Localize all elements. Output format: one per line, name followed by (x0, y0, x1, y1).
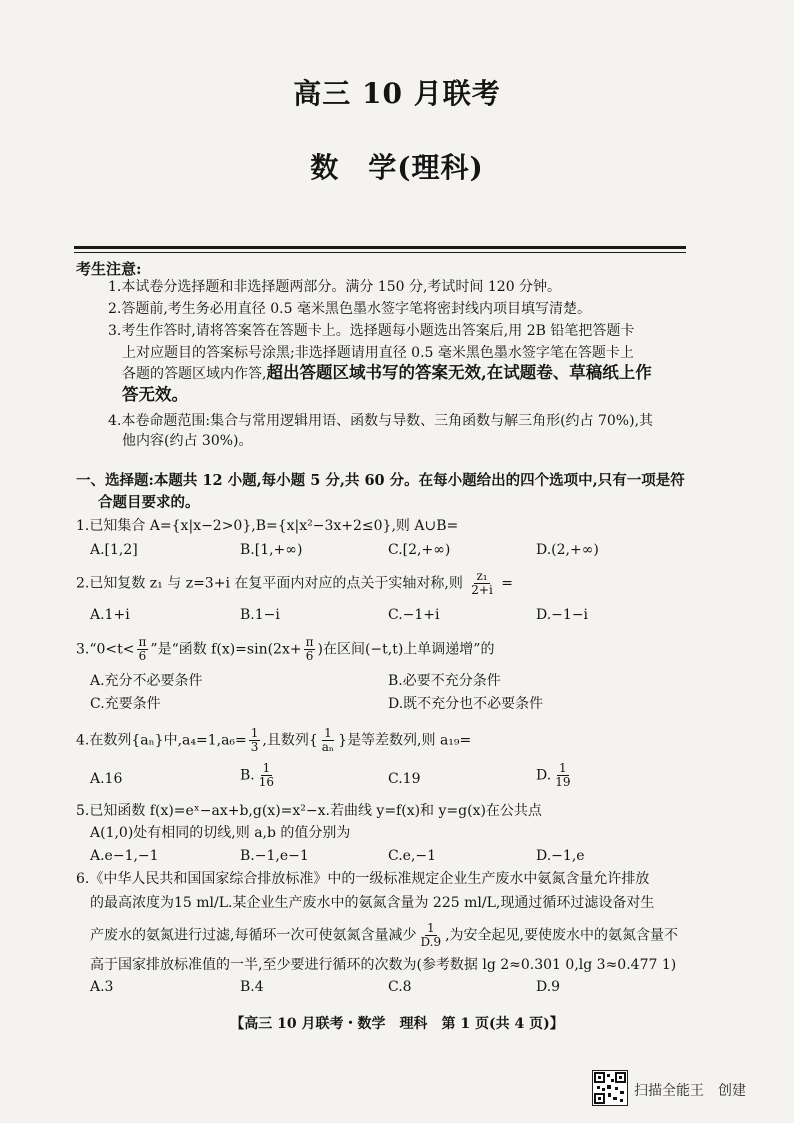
q6-option-a: A.3 (90, 979, 114, 995)
q1-stem: 1.已知集合 A={x|x−2>0},B={x|x²−3x+2≤0},则 A∪B= (76, 518, 459, 534)
section-heading: 一、选择题:本题共 12 小题,每小题 5 分,共 60 分。在每小题给出的四个选项中,只有一项是符 (76, 472, 685, 489)
page-footer: 【高三 10 月联考・数学 理科 第 1 页(共 4 页)】 (230, 1016, 564, 1032)
q6-stem-4: 高于国家排放标准值的一半,至少要进行循环的次数为(参考数据 lg 2≈0.301 0,lg 3≈0.477 1) (90, 957, 677, 973)
q6-stem-3 (90, 922, 678, 949)
q6-stem-2: 的最高浓度为15 ml/L.某企业生产废水中的氨氮含量为 225 ml/L,现通过循环过滤设备对生 (90, 895, 655, 911)
q3-frac-1-den: 6 (138, 649, 147, 663)
q5-stem-cont: A(1,0)处有相同的切线,则 a,b 的值分别为 (90, 825, 351, 841)
q4-frac-2 (320, 727, 336, 754)
q2-option-a: A.1+i (90, 607, 130, 623)
subject-title: 数 学(理科) (310, 151, 484, 184)
notice-item-1: 1.本试卷分选择题和非选择题两部分。满分 150 分,考试时间 120 分钟。 (108, 279, 562, 295)
q4-option-d-label: D. (536, 767, 552, 784)
q2-frac-den: 2+i (471, 583, 493, 597)
notice-item-3-cont: 上对应题目的答案标号涂黑;非选择题请用直径 0.5 毫米黑色墨水签字笔在答题卡上 (122, 345, 634, 361)
q3-text-2: ”是“函数 f(x)=sin (150, 641, 268, 658)
q5-option-b: B.−1,e−1 (240, 848, 309, 864)
q4-frac-2-num: 1 (324, 726, 332, 740)
q3-stem (76, 636, 494, 663)
q4-option-d-den: 19 (555, 775, 571, 789)
q3-option-a: A.充分不必要条件 (90, 673, 203, 689)
q4-frac-1-num: 1 (250, 726, 259, 740)
q2-stem-end: = (501, 575, 513, 592)
q4-option-b-label: B. (240, 767, 255, 784)
notice-emphasis-end: 答无效。 (122, 385, 188, 404)
q1-option-c: C.[2,+∞) (388, 542, 451, 558)
q5-option-a: A.e−1,−1 (90, 848, 159, 864)
notice-item-2: 2.答题前,考生务必用直径 0.5 毫米黑色墨水签字笔将密封线内项目填写清楚。 (108, 301, 591, 317)
q3-option-d: D.既不充分也不必要条件 (388, 696, 544, 712)
notice-text: 各题的答题区域内作答, (122, 366, 267, 382)
exam-title: 高三 10 月联考 (293, 77, 501, 110)
q3-text-1: 3.“0<t< (76, 641, 135, 658)
q3-text-4: )在区间(−t,t)上单调递增”的 (317, 641, 495, 658)
notice-heading: 考生注意: (76, 260, 142, 278)
q3-option-b: B.必要不充分条件 (388, 673, 501, 689)
q3-frac-2-num: π (305, 635, 314, 649)
q4-text-2: ,且数列 (262, 732, 309, 749)
q6-text-post: ,为安全起见,要使废水中的氨氮含量不 (445, 927, 679, 944)
q4-option-b-num: 1 (262, 761, 271, 775)
q4-option-b-frac (257, 762, 276, 789)
q3-text-3: (2x+ (267, 641, 302, 658)
divider-thin (74, 252, 686, 253)
q1-option-d: D.(2,+∞) (536, 542, 599, 558)
q1-option-a: A.[1,2] (90, 542, 138, 558)
q6-frac-num: 1 (426, 921, 435, 935)
q2-stem-text: 2.已知复数 z₁ 与 z=3+i 在复平面内对应的点关于实轴对称,则 (76, 575, 463, 592)
q4-frac-2-den: aₙ (321, 740, 335, 754)
notice-emphasis: 超出答题区域书写的答案无效,在试题卷、草稿纸上作 (266, 363, 652, 382)
q3-frac-1-num: π (138, 635, 147, 649)
q5-stem: 5.已知函数 f(x)=eˣ−ax+b,g(x)=x²−x.若曲线 y=f(x)和 y=g(x)在公共点 (76, 803, 542, 819)
q2-option-c: C.−1+i (388, 607, 440, 623)
notice-item-3: 3.考生作答时,请将答案答在答题卡上。选择题每小题选出答案后,用 2B 铅笔把答题卡 (108, 323, 635, 339)
q4-option-d-frac (553, 762, 572, 789)
q2-fraction (469, 570, 495, 597)
divider-thick (74, 246, 686, 249)
q3-frac-1 (137, 636, 149, 663)
q4-frac-1-den: 3 (250, 740, 259, 754)
q4-option-c: C.19 (388, 771, 421, 787)
q6-option-c: C.8 (388, 979, 412, 995)
q5-option-d: D.−1,e (536, 848, 585, 864)
q2-option-d: D.−1−i (536, 607, 589, 623)
q4-text-1: 4.在数列{aₙ}中,a₄=1,a₆= (76, 732, 247, 749)
qr-code-icon (592, 1070, 628, 1106)
q1-option-b: B.[1,+∞) (240, 542, 303, 558)
q4-option-b (240, 762, 278, 789)
q4-option-b-den: 16 (258, 775, 275, 789)
scanner-watermark: 扫描全能王 创建 (634, 1083, 746, 1099)
q2-frac-num: z₁ (476, 569, 488, 583)
q3-frac-2-den: 6 (305, 649, 314, 663)
q4-option-d-num: 1 (559, 761, 567, 775)
q3-option-c: C.充要条件 (90, 696, 161, 712)
section-heading-cont: 合题目要求的。 (98, 494, 200, 511)
notice-item-4-cont: 他内容(约占 30%)。 (122, 433, 253, 449)
q2-option-b: B.1−i (240, 607, 280, 623)
q4-option-a: A.16 (90, 771, 123, 787)
q6-stem-1: 6.《中华人民共和国国家综合排放标准》中的一级标准规定企业生产废水中氨氮含量允许排放 (76, 871, 650, 887)
q3-frac-2 (304, 636, 316, 663)
notice-item-4: 4.本卷命题范围:集合与常用逻辑用语、函数与导数、三角函数与解三角形(约占 70%),其 (108, 413, 654, 429)
q2-stem (76, 570, 513, 597)
q4-option-d (536, 762, 574, 789)
q5-option-c: C.e,−1 (388, 848, 437, 864)
q4-text-3: 是等差数列,则 a₁₉= (347, 732, 472, 749)
q4-stem: 4.在数列{aₙ}中,a₄=1,a₆= $\frac{1}{3}$ ,且数列{ $\frac{1}{\text{aₙ}}$ }是等差数列,则 a₁₉= (76, 726, 472, 754)
q6-frac-den: D.9 (420, 935, 442, 949)
q6-fraction (418, 922, 443, 949)
q4-frac-1 (249, 727, 261, 754)
q6-option-d: D.9 (536, 979, 561, 995)
q6-text-pre: 产废水的氨氮进行过滤,每循环一次可使氨氮含量减少 (90, 927, 417, 944)
notice-item-3-cont2 (122, 362, 652, 385)
q6-option-b: B.4 (240, 979, 264, 995)
